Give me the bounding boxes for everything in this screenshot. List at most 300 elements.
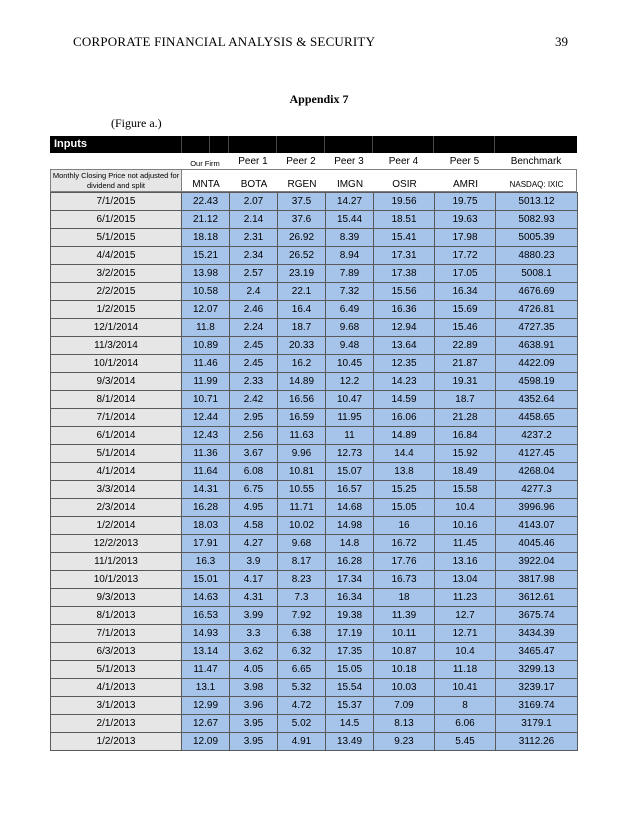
price-cell: 21.28 bbox=[435, 409, 496, 427]
price-cell: 3299.13 bbox=[496, 661, 578, 679]
price-cell: 16 bbox=[374, 517, 435, 535]
price-cell: 10.18 bbox=[374, 661, 435, 679]
bar-divider bbox=[209, 136, 210, 153]
price-cell: 14.89 bbox=[374, 427, 435, 445]
date-cell: 6/1/2015 bbox=[51, 211, 182, 229]
table-row bbox=[51, 373, 578, 391]
group-header-peer-2: Peer 2 bbox=[286, 156, 316, 167]
inputs-label: Inputs bbox=[54, 138, 87, 150]
date-cell: 2/3/2014 bbox=[51, 499, 182, 517]
price-cell: 15.44 bbox=[326, 211, 374, 229]
date-cell: 7/1/2013 bbox=[51, 625, 182, 643]
price-cell: 7.89 bbox=[326, 265, 374, 283]
price-cell: 10.41 bbox=[435, 679, 496, 697]
price-cell: 15.56 bbox=[374, 283, 435, 301]
date-cell: 4/1/2013 bbox=[51, 679, 182, 697]
price-cell: 22.89 bbox=[435, 337, 496, 355]
price-cell: 17.19 bbox=[326, 625, 374, 643]
price-cell: 4638.91 bbox=[496, 337, 578, 355]
price-cell: 16.36 bbox=[374, 301, 435, 319]
price-cell: 14.89 bbox=[278, 373, 326, 391]
price-cell: 12.44 bbox=[182, 409, 230, 427]
date-cell: 2/2/2015 bbox=[51, 283, 182, 301]
price-cell: 26.92 bbox=[278, 229, 326, 247]
price-cell: 11.8 bbox=[182, 319, 230, 337]
bar-divider bbox=[372, 136, 373, 153]
price-cell: 14.5 bbox=[326, 715, 374, 733]
date-cell: 9/3/2014 bbox=[51, 373, 182, 391]
price-cell: 5013.12 bbox=[496, 193, 578, 211]
price-cell: 9.23 bbox=[374, 733, 435, 751]
price-cell: 17.76 bbox=[374, 553, 435, 571]
price-cell: 4.91 bbox=[278, 733, 326, 751]
price-cell: 19.56 bbox=[374, 193, 435, 211]
price-cell: 12.94 bbox=[374, 319, 435, 337]
bar-divider bbox=[324, 136, 325, 153]
price-cell: 4127.45 bbox=[496, 445, 578, 463]
price-cell: 8.23 bbox=[278, 571, 326, 589]
price-cell: 15.05 bbox=[374, 499, 435, 517]
price-cell: 15.21 bbox=[182, 247, 230, 265]
date-cell: 5/1/2013 bbox=[51, 661, 182, 679]
ticker-bota: BOTA bbox=[240, 179, 268, 190]
price-cell: 2.34 bbox=[230, 247, 278, 265]
price-cell: 3.9 bbox=[230, 553, 278, 571]
bar-divider bbox=[181, 136, 182, 153]
price-cell: 3.96 bbox=[230, 697, 278, 715]
table-row bbox=[51, 679, 578, 697]
ticker-amri: AMRI bbox=[453, 179, 478, 190]
ticker-osir: OSIR bbox=[392, 179, 417, 190]
date-cell: 5/1/2015 bbox=[51, 229, 182, 247]
price-cell: 8 bbox=[435, 697, 496, 715]
price-cell: 6.32 bbox=[278, 643, 326, 661]
price-cell: 13.49 bbox=[326, 733, 374, 751]
price-cell: 4458.65 bbox=[496, 409, 578, 427]
price-cell: 18.03 bbox=[182, 517, 230, 535]
price-cell: 6.65 bbox=[278, 661, 326, 679]
price-cell: 10.71 bbox=[182, 391, 230, 409]
price-cell: 3.67 bbox=[230, 445, 278, 463]
price-cell: 4422.09 bbox=[496, 355, 578, 373]
price-cell: 3996.96 bbox=[496, 499, 578, 517]
price-cell: 10.16 bbox=[435, 517, 496, 535]
bar-divider bbox=[494, 136, 495, 153]
price-cell: 17.72 bbox=[435, 247, 496, 265]
table-row bbox=[51, 625, 578, 643]
price-cell: 15.69 bbox=[435, 301, 496, 319]
price-cell: 3.95 bbox=[230, 715, 278, 733]
date-cell: 8/1/2014 bbox=[51, 391, 182, 409]
price-cell: 4880.23 bbox=[496, 247, 578, 265]
table-row bbox=[51, 697, 578, 715]
price-cell: 2.07 bbox=[230, 193, 278, 211]
price-cell: 6.08 bbox=[230, 463, 278, 481]
price-cell: 18.49 bbox=[435, 463, 496, 481]
price-cell: 10.4 bbox=[435, 499, 496, 517]
date-cell: 8/1/2013 bbox=[51, 607, 182, 625]
price-cell: 14.93 bbox=[182, 625, 230, 643]
price-cell: 15.07 bbox=[326, 463, 374, 481]
price-cell: 4237.2 bbox=[496, 427, 578, 445]
price-cell: 15.37 bbox=[326, 697, 374, 715]
price-cell: 3434.39 bbox=[496, 625, 578, 643]
price-cell: 4676.69 bbox=[496, 283, 578, 301]
date-cell: 3/2/2015 bbox=[51, 265, 182, 283]
appendix-title: Appendix 7 bbox=[289, 92, 349, 106]
price-cell: 2.42 bbox=[230, 391, 278, 409]
price-cell: 3612.61 bbox=[496, 589, 578, 607]
price-cell: 21.87 bbox=[435, 355, 496, 373]
table-row bbox=[51, 661, 578, 679]
price-cell: 14.27 bbox=[326, 193, 374, 211]
price-cell: 14.8 bbox=[326, 535, 374, 553]
price-cell: 5008.1 bbox=[496, 265, 578, 283]
ticker-header-row bbox=[50, 169, 577, 192]
table-row bbox=[51, 445, 578, 463]
page-number: 39 bbox=[555, 34, 568, 49]
price-cell: 12.43 bbox=[182, 427, 230, 445]
table-row bbox=[51, 247, 578, 265]
date-cell: 7/1/2015 bbox=[51, 193, 182, 211]
figure-label: (Figure a.) bbox=[111, 116, 162, 130]
price-cell: 13.04 bbox=[435, 571, 496, 589]
price-cell: 9.96 bbox=[278, 445, 326, 463]
price-cell: 17.98 bbox=[435, 229, 496, 247]
price-cell: 2.33 bbox=[230, 373, 278, 391]
price-cell: 17.91 bbox=[182, 535, 230, 553]
table-row bbox=[51, 499, 578, 517]
inputs-section-bar bbox=[50, 136, 577, 153]
date-cell: 1/2/2014 bbox=[51, 517, 182, 535]
table-row bbox=[51, 733, 578, 751]
price-cell: 10.45 bbox=[326, 355, 374, 373]
price-cell: 10.81 bbox=[278, 463, 326, 481]
price-cell: 2.24 bbox=[230, 319, 278, 337]
price-cell: 12.71 bbox=[435, 625, 496, 643]
table-row bbox=[51, 517, 578, 535]
group-header-our-firm: Our Firm bbox=[190, 159, 220, 168]
price-cell: 15.92 bbox=[435, 445, 496, 463]
price-cell: 15.46 bbox=[435, 319, 496, 337]
price-cell: 26.52 bbox=[278, 247, 326, 265]
price-cell: 17.31 bbox=[374, 247, 435, 265]
price-cell: 5.02 bbox=[278, 715, 326, 733]
price-cell: 9.68 bbox=[278, 535, 326, 553]
table-row bbox=[51, 589, 578, 607]
price-cell: 3.62 bbox=[230, 643, 278, 661]
table-row bbox=[51, 319, 578, 337]
price-cell: 11.46 bbox=[182, 355, 230, 373]
table-row bbox=[51, 409, 578, 427]
price-cell: 17.38 bbox=[374, 265, 435, 283]
price-cell: 4277.3 bbox=[496, 481, 578, 499]
price-cell: 16.2 bbox=[278, 355, 326, 373]
price-cell: 15.25 bbox=[374, 481, 435, 499]
price-cell: 8.17 bbox=[278, 553, 326, 571]
price-cell: 15.58 bbox=[435, 481, 496, 499]
bar-divider bbox=[433, 136, 434, 153]
price-cell: 22.43 bbox=[182, 193, 230, 211]
price-cell: 4598.19 bbox=[496, 373, 578, 391]
date-cell: 3/1/2013 bbox=[51, 697, 182, 715]
price-cell: 2.57 bbox=[230, 265, 278, 283]
price-cell: 18 bbox=[374, 589, 435, 607]
price-cell: 3675.74 bbox=[496, 607, 578, 625]
price-cell: 2.46 bbox=[230, 301, 278, 319]
price-cell: 14.63 bbox=[182, 589, 230, 607]
price-cell: 10.02 bbox=[278, 517, 326, 535]
price-cell: 2.31 bbox=[230, 229, 278, 247]
price-cell: 17.35 bbox=[326, 643, 374, 661]
price-cell: 17.05 bbox=[435, 265, 496, 283]
price-cell: 3465.47 bbox=[496, 643, 578, 661]
price-cell: 12.67 bbox=[182, 715, 230, 733]
price-cell: 4.72 bbox=[278, 697, 326, 715]
price-cell: 13.64 bbox=[374, 337, 435, 355]
price-cell: 14.4 bbox=[374, 445, 435, 463]
price-cell: 4.95 bbox=[230, 499, 278, 517]
date-cell: 9/3/2013 bbox=[51, 589, 182, 607]
price-cell: 16.4 bbox=[278, 301, 326, 319]
bar-divider bbox=[228, 136, 229, 153]
price-cell: 20.33 bbox=[278, 337, 326, 355]
price-cell: 16.06 bbox=[374, 409, 435, 427]
table-row bbox=[51, 229, 578, 247]
date-cell: 4/1/2014 bbox=[51, 463, 182, 481]
price-cell: 8.13 bbox=[374, 715, 435, 733]
price-cell: 19.31 bbox=[435, 373, 496, 391]
date-cell: 2/1/2013 bbox=[51, 715, 182, 733]
price-cell: 18.18 bbox=[182, 229, 230, 247]
date-cell: 6/1/2014 bbox=[51, 427, 182, 445]
price-cell: 10.89 bbox=[182, 337, 230, 355]
price-cell: 12.73 bbox=[326, 445, 374, 463]
price-cell: 16.3 bbox=[182, 553, 230, 571]
price-cell: 10.11 bbox=[374, 625, 435, 643]
table-row bbox=[51, 535, 578, 553]
price-cell: 9.68 bbox=[326, 319, 374, 337]
ticker-mnta: MNTA bbox=[192, 179, 220, 190]
price-cell: 15.54 bbox=[326, 679, 374, 697]
bar-divider bbox=[276, 136, 277, 153]
price-cell: 17.34 bbox=[326, 571, 374, 589]
table-row bbox=[51, 337, 578, 355]
price-cell: 16.57 bbox=[326, 481, 374, 499]
price-cell: 2.56 bbox=[230, 427, 278, 445]
date-cell: 1/2/2015 bbox=[51, 301, 182, 319]
price-cell: 4045.46 bbox=[496, 535, 578, 553]
price-cell: 10.55 bbox=[278, 481, 326, 499]
price-cell: 12.07 bbox=[182, 301, 230, 319]
price-cell: 13.1 bbox=[182, 679, 230, 697]
date-cell: 10/1/2014 bbox=[51, 355, 182, 373]
price-cell: 4352.64 bbox=[496, 391, 578, 409]
table-row bbox=[51, 193, 578, 211]
table-row bbox=[51, 715, 578, 733]
group-header-peer-4: Peer 4 bbox=[388, 156, 419, 167]
price-cell: 5082.93 bbox=[496, 211, 578, 229]
date-cell: 11/3/2014 bbox=[51, 337, 182, 355]
price-cell: 11.64 bbox=[182, 463, 230, 481]
date-cell: 12/2/2013 bbox=[51, 535, 182, 553]
price-cell: 11.71 bbox=[278, 499, 326, 517]
price-cell: 16.59 bbox=[278, 409, 326, 427]
date-cell: 12/1/2014 bbox=[51, 319, 182, 337]
price-cell: 13.16 bbox=[435, 553, 496, 571]
price-cell: 11.36 bbox=[182, 445, 230, 463]
price-cell: 3239.17 bbox=[496, 679, 578, 697]
price-cell: 13.98 bbox=[182, 265, 230, 283]
table-row bbox=[51, 427, 578, 445]
price-cell: 10.87 bbox=[374, 643, 435, 661]
price-cell: 16.73 bbox=[374, 571, 435, 589]
date-cell: 5/1/2014 bbox=[51, 445, 182, 463]
table-row bbox=[51, 265, 578, 283]
date-cell: 6/3/2013 bbox=[51, 643, 182, 661]
price-cell: 18.51 bbox=[374, 211, 435, 229]
price-cell: 11.47 bbox=[182, 661, 230, 679]
price-cell: 10.47 bbox=[326, 391, 374, 409]
price-cell: 12.7 bbox=[435, 607, 496, 625]
table-row bbox=[51, 553, 578, 571]
price-table bbox=[50, 192, 578, 751]
price-cell: 11.45 bbox=[435, 535, 496, 553]
price-cell: 15.01 bbox=[182, 571, 230, 589]
price-cell: 3.99 bbox=[230, 607, 278, 625]
price-cell: 13.14 bbox=[182, 643, 230, 661]
price-cell: 7.92 bbox=[278, 607, 326, 625]
price-cell: 10.03 bbox=[374, 679, 435, 697]
date-cell: 4/4/2015 bbox=[51, 247, 182, 265]
price-cell: 16.56 bbox=[278, 391, 326, 409]
price-cell: 6.75 bbox=[230, 481, 278, 499]
price-cell: 12.99 bbox=[182, 697, 230, 715]
date-cell: 3/3/2014 bbox=[51, 481, 182, 499]
price-cell: 3.98 bbox=[230, 679, 278, 697]
price-cell: 10.4 bbox=[435, 643, 496, 661]
price-cell: 19.63 bbox=[435, 211, 496, 229]
price-cell: 11 bbox=[326, 427, 374, 445]
price-cell: 11.23 bbox=[435, 589, 496, 607]
price-cell: 12.09 bbox=[182, 733, 230, 751]
table-row bbox=[51, 463, 578, 481]
price-cell: 4.27 bbox=[230, 535, 278, 553]
price-cell: 11.95 bbox=[326, 409, 374, 427]
table-row bbox=[51, 283, 578, 301]
price-cell: 14.23 bbox=[374, 373, 435, 391]
price-cell: 4143.07 bbox=[496, 517, 578, 535]
price-cell: 3922.04 bbox=[496, 553, 578, 571]
running-header-title: CORPORATE FINANCIAL ANALYSIS & SECURITY bbox=[73, 34, 376, 49]
ticker-rgen: RGEN bbox=[287, 179, 317, 190]
price-cell: 5005.39 bbox=[496, 229, 578, 247]
date-cell: 1/2/2013 bbox=[51, 733, 182, 751]
group-header-benchmark: Benchmark bbox=[510, 156, 562, 167]
price-cell: 3817.98 bbox=[496, 571, 578, 589]
price-cell: 8.94 bbox=[326, 247, 374, 265]
price-cell: 18.7 bbox=[435, 391, 496, 409]
price-cell: 4726.81 bbox=[496, 301, 578, 319]
price-cell: 23.19 bbox=[278, 265, 326, 283]
price-cell: 4268.04 bbox=[496, 463, 578, 481]
price-cell: 15.41 bbox=[374, 229, 435, 247]
price-cell: 3.3 bbox=[230, 625, 278, 643]
price-cell: 8.39 bbox=[326, 229, 374, 247]
price-cell: 6.38 bbox=[278, 625, 326, 643]
price-cell: 3169.74 bbox=[496, 697, 578, 715]
price-cell: 19.38 bbox=[326, 607, 374, 625]
ticker-imgn: IMGN bbox=[336, 179, 364, 190]
group-header-peer-1: Peer 1 bbox=[238, 156, 268, 167]
price-cell: 2.45 bbox=[230, 337, 278, 355]
price-cell: 12.2 bbox=[326, 373, 374, 391]
price-cell: 14.68 bbox=[326, 499, 374, 517]
price-cell: 14.98 bbox=[326, 517, 374, 535]
ticker-nasdaq: NASDAQ: IXIC bbox=[509, 180, 564, 189]
price-cell: 14.31 bbox=[182, 481, 230, 499]
price-cell: 6.49 bbox=[326, 301, 374, 319]
price-cell: 16.84 bbox=[435, 427, 496, 445]
table-row bbox=[51, 301, 578, 319]
table-row bbox=[51, 571, 578, 589]
table-row bbox=[51, 355, 578, 373]
price-cell: 7.32 bbox=[326, 283, 374, 301]
table-row bbox=[51, 211, 578, 229]
price-description: Monthly Closing Price not adjusted for dividend and split bbox=[51, 170, 182, 191]
price-cell: 16.28 bbox=[326, 553, 374, 571]
price-cell: 16.53 bbox=[182, 607, 230, 625]
price-cell: 7.09 bbox=[374, 697, 435, 715]
price-cell: 11.18 bbox=[435, 661, 496, 679]
price-cell: 16.28 bbox=[182, 499, 230, 517]
price-cell: 21.12 bbox=[182, 211, 230, 229]
date-cell: 7/1/2014 bbox=[51, 409, 182, 427]
price-cell: 18.7 bbox=[278, 319, 326, 337]
price-cell: 4.31 bbox=[230, 589, 278, 607]
price-cell: 2.4 bbox=[230, 283, 278, 301]
price-cell: 16.72 bbox=[374, 535, 435, 553]
price-cell: 7.3 bbox=[278, 589, 326, 607]
price-cell: 4.05 bbox=[230, 661, 278, 679]
price-cell: 2.45 bbox=[230, 355, 278, 373]
price-cell: 15.05 bbox=[326, 661, 374, 679]
group-header-peer-5: Peer 5 bbox=[449, 156, 480, 167]
price-cell: 5.45 bbox=[435, 733, 496, 751]
price-cell: 37.6 bbox=[278, 211, 326, 229]
price-cell: 5.32 bbox=[278, 679, 326, 697]
price-cell: 3112.26 bbox=[496, 733, 578, 751]
price-cell: 3179.1 bbox=[496, 715, 578, 733]
price-cell: 13.8 bbox=[374, 463, 435, 481]
price-cell: 9.48 bbox=[326, 337, 374, 355]
table-row bbox=[51, 481, 578, 499]
date-cell: 11/1/2013 bbox=[51, 553, 182, 571]
table-row bbox=[51, 607, 578, 625]
price-cell: 11.63 bbox=[278, 427, 326, 445]
table-row bbox=[51, 643, 578, 661]
price-cell: 14.59 bbox=[374, 391, 435, 409]
price-cell: 2.95 bbox=[230, 409, 278, 427]
date-cell: 10/1/2013 bbox=[51, 571, 182, 589]
price-cell: 11.39 bbox=[374, 607, 435, 625]
price-cell: 6.06 bbox=[435, 715, 496, 733]
price-cell: 22.1 bbox=[278, 283, 326, 301]
price-cell: 10.58 bbox=[182, 283, 230, 301]
price-cell: 4727.35 bbox=[496, 319, 578, 337]
price-cell: 3.95 bbox=[230, 733, 278, 751]
table-row bbox=[51, 391, 578, 409]
